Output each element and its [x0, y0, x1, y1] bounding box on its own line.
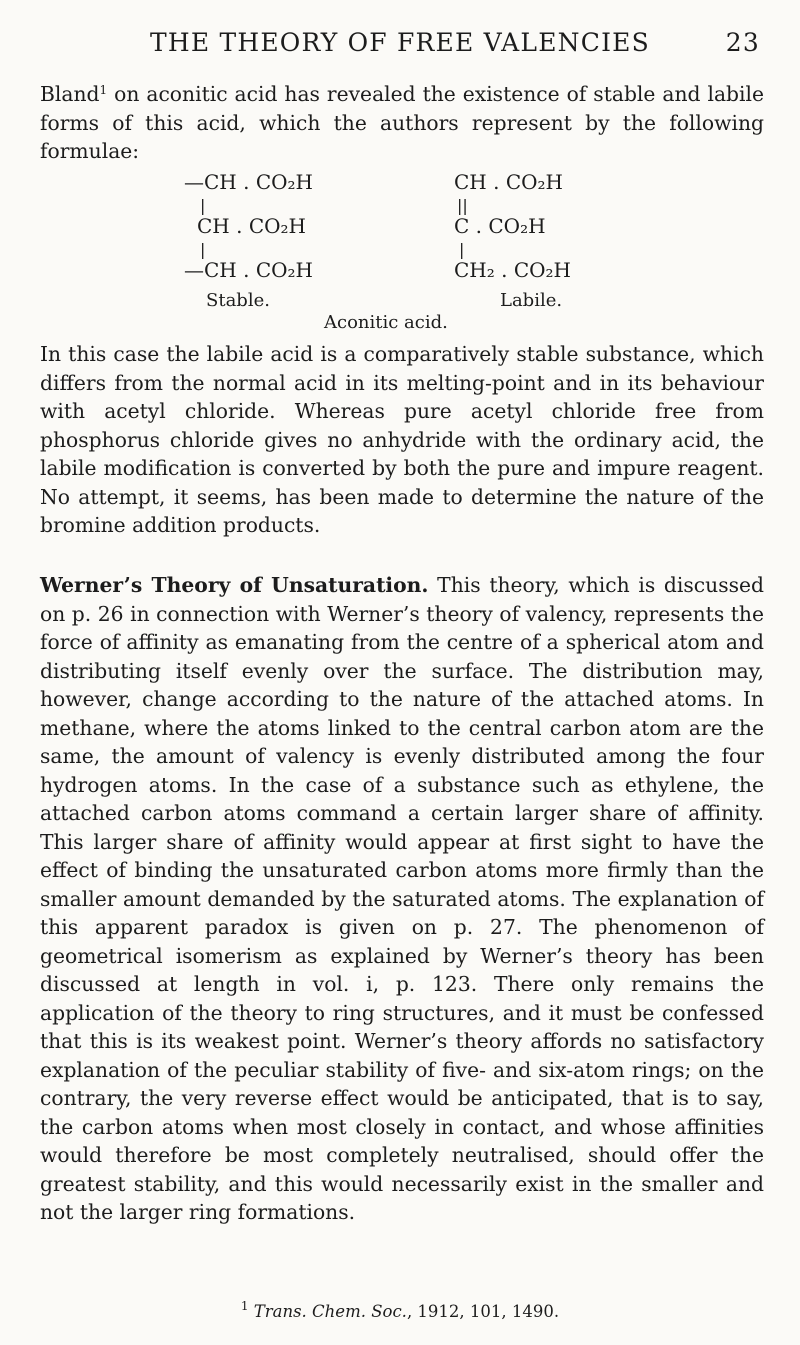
labile-label: Labile.	[500, 290, 563, 311]
stable-line-3: —CH . CO₂H	[184, 258, 313, 282]
labile-bond-1: ||	[457, 196, 468, 215]
running-title: THE THEORY OF FREE VALENCIES	[150, 28, 650, 57]
section-heading-werner: Werner’s Theory of Unsaturation.	[40, 573, 429, 597]
labile-bond-2: |	[459, 240, 465, 259]
labile-line-1: CH . CO₂H	[454, 170, 563, 194]
footnote-reference: 1	[99, 83, 108, 97]
intro-paragraph	[40, 80, 764, 166]
stable-line-2: CH . CO₂H	[197, 214, 306, 238]
paragraph-labile-acid: In this case the labile acid is a comparatively stable substance, which differs from the normal acid in its melting-point and in its behaviour with acetyl chloride. Whereas pure acetyl chloride free from phosphorus chloride gives no anhydride with the ordinary acid, the labile modification is converted by both the pure and impure reagent. No attempt, it seems, has been made to determine the nature of the bromine addition products.	[40, 342, 764, 537]
labile-line-3: CH₂ . CO₂H	[454, 258, 571, 282]
footnote-source: Trans. Chem. Soc.	[253, 1302, 407, 1321]
paragraph-werner-theory	[40, 571, 764, 1227]
intro-text: on aconitic acid has revealed the existence of stable and labile forms of this acid, which the authors represent by the following formulae:	[40, 82, 764, 163]
page-number: 23	[725, 28, 760, 57]
running-header	[40, 28, 760, 64]
footnote-mark: 1	[240, 1299, 249, 1313]
stable-line-1: —CH . CO₂H	[184, 170, 313, 194]
werner-text: This theory, which is discussed on p. 26 in connection with Werner’s theory of valency, represents the force of affinity as emanating from the centre of a spherical atom and distributing itself evenly over the surface. The distribution may, however, change according to the nature of the attached atoms. In methane, where the atoms linked to the central carbon atom are the same, the amount of valency is evenly distributed among the four hydrogen atoms. In the case of a substance such as ethylene, the attached carbon atoms command a certain larger share of affinity. This larger share of affinity would appear at first sight to have the effect of binding the unsaturated carbon atoms more firmly than the smaller amount demanded by the saturated atoms. The explanation of this apparent paradox is given on p. 27. The phenomenon of geometrical isomerism as explained by Werner’s theory has been discussed at length in vol. i, p. 123. There only remains the application of the theory to ring structures, and it must be confessed that this is its weakest point. Werner’s theory affords no satisfactory explanation of the peculiar stability of five- and six-atom rings; on the contrary, the very reverse effect would be anticipated, that is to say, the carbon atoms when most closely in contact, and whose affinities would therefore be most completely neutralised, should offer the greatest stability, and this would necessarily exist in the smaller and not the larger ring formations.	[40, 573, 765, 1224]
labile-line-2: C . CO₂H	[454, 214, 546, 238]
stable-label: Stable.	[206, 290, 270, 311]
stable-bond-2: |	[200, 240, 206, 259]
footnote	[0, 1299, 800, 1321]
formula-caption: Aconitic acid.	[324, 312, 448, 333]
stable-bond-1: |	[200, 196, 206, 215]
footnote-details: , 1912, 101, 1490.	[406, 1302, 560, 1321]
intro-author: Bland	[40, 82, 100, 106]
